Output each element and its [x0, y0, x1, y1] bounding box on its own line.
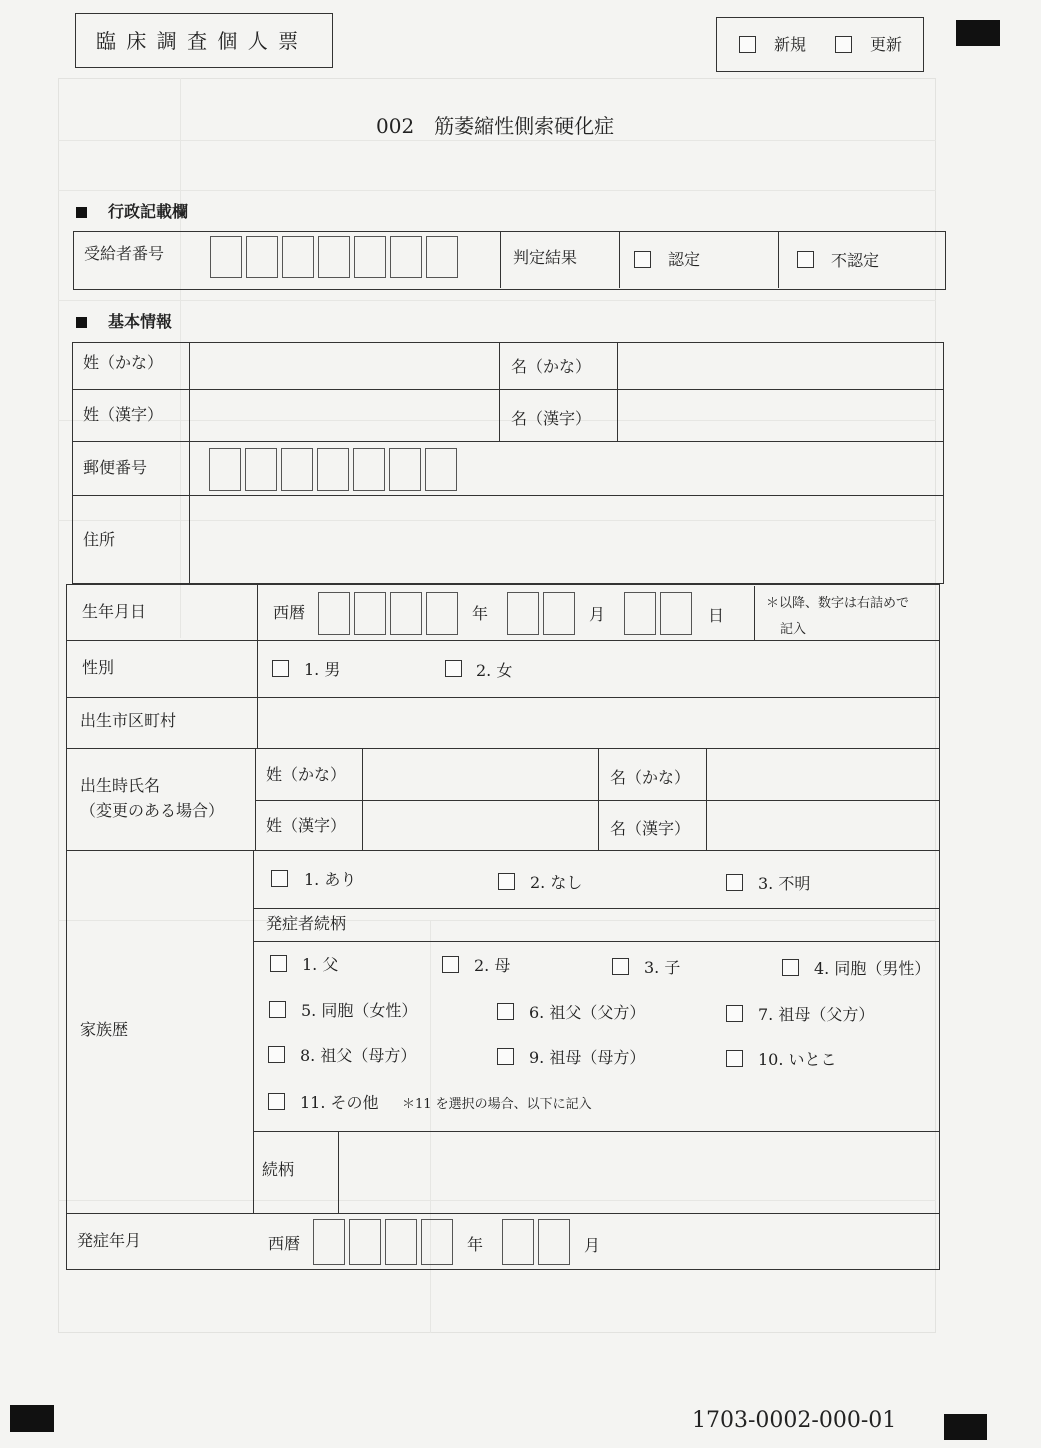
relation-paternal-grandfather-checkbox[interactable]	[497, 1003, 514, 1020]
basic-heading-bullet	[76, 317, 87, 328]
relation-sister-checkbox[interactable]	[269, 1001, 286, 1018]
family-yes-checkbox[interactable]	[271, 870, 288, 887]
birth-given-kanji-label: 名（漢字）	[610, 819, 691, 838]
approved-checkbox[interactable]	[634, 251, 651, 268]
birth-name-label-line1: 出生時氏名	[80, 776, 161, 795]
surname-kanji-field[interactable]	[192, 392, 497, 439]
birth-surname-kanji-field[interactable]	[365, 803, 596, 848]
onset-month-unit: 月	[584, 1236, 601, 1255]
form-type-box	[75, 13, 333, 68]
new-checkbox[interactable]	[739, 36, 756, 53]
family-yes-label: 1. あり	[304, 870, 357, 889]
form-code: 1703-0002-000-01	[692, 1408, 897, 1433]
given-kana-field[interactable]	[620, 345, 940, 387]
form-type-title: 臨 床 調 査 個 人 票	[96, 29, 301, 53]
relation-child-label: 3. 子	[644, 958, 681, 977]
relation-brother-label: 4. 同胞（男性）	[814, 959, 931, 978]
birth-seireki-label: 西暦	[273, 603, 306, 622]
birth-given-kana-label: 名（かな）	[610, 768, 691, 787]
new-update-box	[716, 17, 924, 72]
relation-maternal-grandmother-label: 9. 祖母（母方）	[529, 1048, 646, 1067]
address-label: 住所	[83, 530, 116, 549]
relation-child-checkbox[interactable]	[612, 958, 629, 975]
given-kanji-label: 名（漢字）	[511, 409, 592, 428]
male-checkbox[interactable]	[272, 660, 289, 677]
family-unknown-checkbox[interactable]	[726, 874, 743, 891]
onset-seireki-label: 西暦	[268, 1234, 301, 1253]
birth-surname-kanji-label: 姓（漢字）	[266, 816, 347, 835]
relation-father-label: 1. 父	[302, 955, 339, 974]
relation-paternal-grandfather-label: 6. 祖父（父方）	[529, 1003, 646, 1022]
relation-cousin-label: 10. いとこ	[758, 1050, 837, 1069]
sex-label: 性別	[82, 658, 115, 677]
relation-label: 続柄	[262, 1160, 295, 1179]
address-field[interactable]	[192, 498, 940, 582]
female-checkbox[interactable]	[445, 660, 462, 677]
birth-surname-kana-field[interactable]	[365, 751, 596, 798]
birth-month-unit: 月	[589, 605, 606, 624]
female-label: 2. 女	[476, 661, 513, 680]
birth-year-unit: 年	[472, 604, 489, 623]
relation-maternal-grandmother-checkbox[interactable]	[497, 1048, 514, 1065]
update-checkbox[interactable]	[835, 36, 852, 53]
given-kanji-field[interactable]	[620, 392, 940, 439]
not-approved-label: 不認定	[831, 251, 880, 270]
relation-other-note: ＊11 を選択の場合、以下に記入	[402, 1097, 592, 1112]
male-label: 1. 男	[304, 660, 341, 679]
relation-field[interactable]	[341, 1134, 938, 1211]
relation-paternal-grandmother-checkbox[interactable]	[726, 1005, 743, 1022]
registration-mark-top-right	[956, 20, 1000, 46]
relation-maternal-grandfather-label: 8. 祖父（母方）	[300, 1046, 417, 1065]
admin-heading-bullet	[76, 207, 87, 218]
relation-father-checkbox[interactable]	[270, 955, 287, 972]
birth-surname-kana-label: 姓（かな）	[266, 765, 347, 784]
relation-other-checkbox[interactable]	[268, 1093, 285, 1110]
birth-name-label-line2: （変更のある場合）	[80, 801, 225, 820]
family-no-label: 2. なし	[530, 873, 583, 892]
recipient-number-label: 受給者番号	[84, 244, 165, 263]
relation-sister-label: 5. 同胞（女性）	[301, 1001, 418, 1020]
disease-title: 002 筋萎縮性側索硬化症	[376, 114, 615, 138]
postal-code-label: 郵便番号	[83, 458, 148, 477]
registration-mark-bottom-left	[10, 1405, 54, 1432]
relation-brother-checkbox[interactable]	[782, 959, 799, 976]
update-label: 更新	[870, 35, 903, 54]
registration-mark-bottom-right	[944, 1414, 987, 1440]
right-align-note-line1: ＊以降、数字は右詰めで	[766, 596, 910, 611]
right-align-note-line2: 記入	[780, 622, 807, 637]
surname-kana-label: 姓（かな）	[83, 353, 164, 372]
onset-label: 発症年月	[77, 1231, 142, 1250]
family-no-checkbox[interactable]	[498, 873, 515, 890]
birth-given-kanji-field[interactable]	[709, 803, 938, 848]
surname-kana-field[interactable]	[192, 345, 497, 387]
relation-paternal-grandmother-label: 7. 祖母（父方）	[758, 1005, 875, 1024]
family-unknown-label: 3. 不明	[758, 874, 811, 893]
relation-other-label: 11. その他	[300, 1093, 379, 1112]
judgment-label: 判定結果	[513, 248, 578, 267]
birthplace-label: 出生市区町村	[80, 711, 177, 730]
birth-day-unit: 日	[708, 606, 725, 625]
birthplace-field[interactable]	[260, 700, 938, 746]
admin-heading: 行政記載欄	[108, 202, 189, 221]
new-label: 新規	[774, 35, 807, 54]
surname-kanji-label: 姓（漢字）	[83, 405, 164, 424]
given-kana-label: 名（かな）	[511, 357, 592, 376]
relation-mother-checkbox[interactable]	[442, 956, 459, 973]
relation-cousin-checkbox[interactable]	[726, 1050, 743, 1067]
family-history-label: 家族歴	[80, 1020, 129, 1039]
relation-mother-label: 2. 母	[474, 956, 511, 975]
approved-label: 認定	[668, 250, 701, 269]
onset-year-unit: 年	[467, 1235, 484, 1254]
basic-heading: 基本情報	[108, 312, 173, 331]
not-approved-checkbox[interactable]	[797, 251, 814, 268]
relation-heading: 発症者続柄	[266, 914, 347, 933]
relation-maternal-grandfather-checkbox[interactable]	[268, 1046, 285, 1063]
admin-table	[73, 231, 946, 290]
birth-given-kana-field[interactable]	[709, 751, 938, 798]
birth-date-label: 生年月日	[82, 602, 147, 621]
